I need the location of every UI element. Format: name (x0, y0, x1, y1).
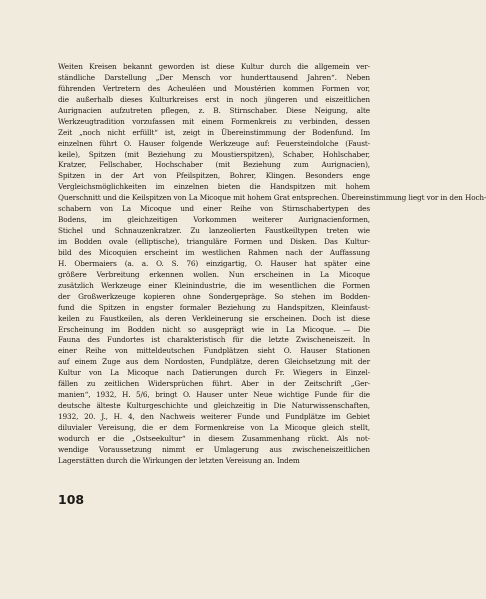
text-line: fällen zu zeitlichen Widersprüchen führt. Aber in der Zeitschrift „Ger- (58, 379, 370, 389)
text-line: H. Obermaiers (a. a. O. S. 76) einzigartig, O. Hauser hat später eine (58, 258, 370, 268)
text-line: Erscheinung im Bodden nicht so ausgeprägt wie in La Micoque. — Die (58, 324, 370, 334)
text-line: Fauna des Fundortes ist charakteristisch für die letzte Zwischeneiszeit. In (58, 335, 370, 345)
text-line: deutsche älteste Kulturgeschichte und gleichzeitig in Die Naturwissenschaften, (58, 401, 370, 411)
text-line: führenden Vertretern des Acheuléen und Moustérien kommen Formen vor, (58, 83, 370, 93)
text-line: 1932, 20. J., H. 4, den Nachweis weiterer Funde und Fundplätze im Gebiet (58, 412, 370, 421)
text-line: bild des Micoquien erscheint im westlichen Rahmen nach der Auffassung (58, 247, 370, 257)
text-line: Werkzeugtradition vorzufassen mit einem Formenkreis zu verbinden, dessen (58, 116, 370, 126)
text-line: diluvialer Vereisung, die er dem Formenkreise von La Micoque gleich stellt, (58, 422, 370, 432)
text-line: fund die Spitzen in engster formaler Beziehung zu Handspitzen, Kleinfaust- (58, 302, 370, 312)
text-line: Stichel und Schnauzenkratzer. Zu lanzeolierten Faustkeiltypen treten wie (58, 226, 370, 236)
text-line: ständliche Darstellung „Der Mensch vor hunderttausend Jahren“. Neben (58, 72, 370, 82)
text-line: wodurch er die „Ostseekultur“ in diesem Zusammenhang rückt. Als not- (58, 433, 370, 443)
text-line: zusätzlich Werkzeuge einer Kleinindustrie, die im wesentlichen die Formen (58, 280, 370, 290)
text-line: wendige Voraussetzung nimmt er Umlagerung aus zwischeneiszeitlichen (58, 444, 370, 454)
text-line: manien“, 1932, H. 5/6, bringt O. Hauser unter Neue wichtige Funde für die (58, 390, 370, 400)
text-line: Querschnitt und die Keilspitzen von La Micoque mit hohem Grat entsprechen. Übereinstimmung liegt vor in den Hoch- (58, 193, 486, 203)
text-line: Kultur von La Micoque nach Datierungen durch Fr. Wiegers in Einzel- (58, 368, 370, 378)
text-line: Vergleichsmöglichkeiten im einzelnen bieten die Handspitzen mit hohem (58, 182, 370, 192)
text-line: Zeit „noch nicht erfüllt“ ist, zeigt in Übereinstimmung der Bodenfund. Im (58, 127, 370, 137)
text-line: einer Reihe von mitteldeutschen Fundplätzen sieht O. Hauser Stationen (58, 346, 370, 356)
text-line: im Bodden ovale (elliptische), trianguläre Formen und Disken. Das Kultur- (58, 237, 370, 246)
text-line: Aurignacien aufzutreten pflegen, z. B. Stirnschaber. Diese Neigung, alte (58, 105, 370, 115)
text-line: keilen zu Faustkeilen, als deren Verkleinerung sie erscheinen. Doch ist diese (58, 313, 370, 323)
text-line: Kratzer, Fellschaber, Hochschaber (mit Beziehung zum Aurignacien), (58, 160, 370, 170)
text-line: einzelnen führt O. Hauser folgende Werkzeuge auf: Feuersteindolche (Faust- (58, 138, 370, 148)
text-line: schabern von La Micoque und einer Reihe von Stirnschabertypen des (58, 204, 370, 214)
text-line: die außerhalb dieses Kulturkreises erst in noch jüngeren und eiszeitlichen (58, 94, 370, 104)
text-line: keile), Spitzen (mit Beziehung zu Moustierspitzen), Schaber, Hohlschaber, (58, 149, 370, 159)
text-line: Lagerstätten durch die Wirkungen der letzten Vereisung an. Indem (58, 455, 300, 465)
text-line: der Großwerkzeuge kopieren ohne Sondergepräge. So stehen im Bodden- (58, 291, 370, 301)
body-text (58, 62, 486, 467)
page-number: 108 (58, 492, 85, 507)
text-line: auf einem Zuge aus dem Nordosten, Fundplätze, deren Gleichsetzung mit der (58, 357, 370, 367)
text-line: größere Verbreitung erkennen wollen. Nun erscheinen in La Micoque (58, 269, 370, 279)
text-line: Spitzen in der Art von Pfeilspitzen, Bohrer, Klingen. Besonders enge (58, 171, 370, 181)
text-line: Bodens, im gleichzeitigen Vorkommen weiterer Aurignacienformen, (58, 215, 370, 225)
text-line: Weiten Kreisen bekannt geworden ist diese Kultur durch die allgemein ver- (58, 62, 370, 71)
